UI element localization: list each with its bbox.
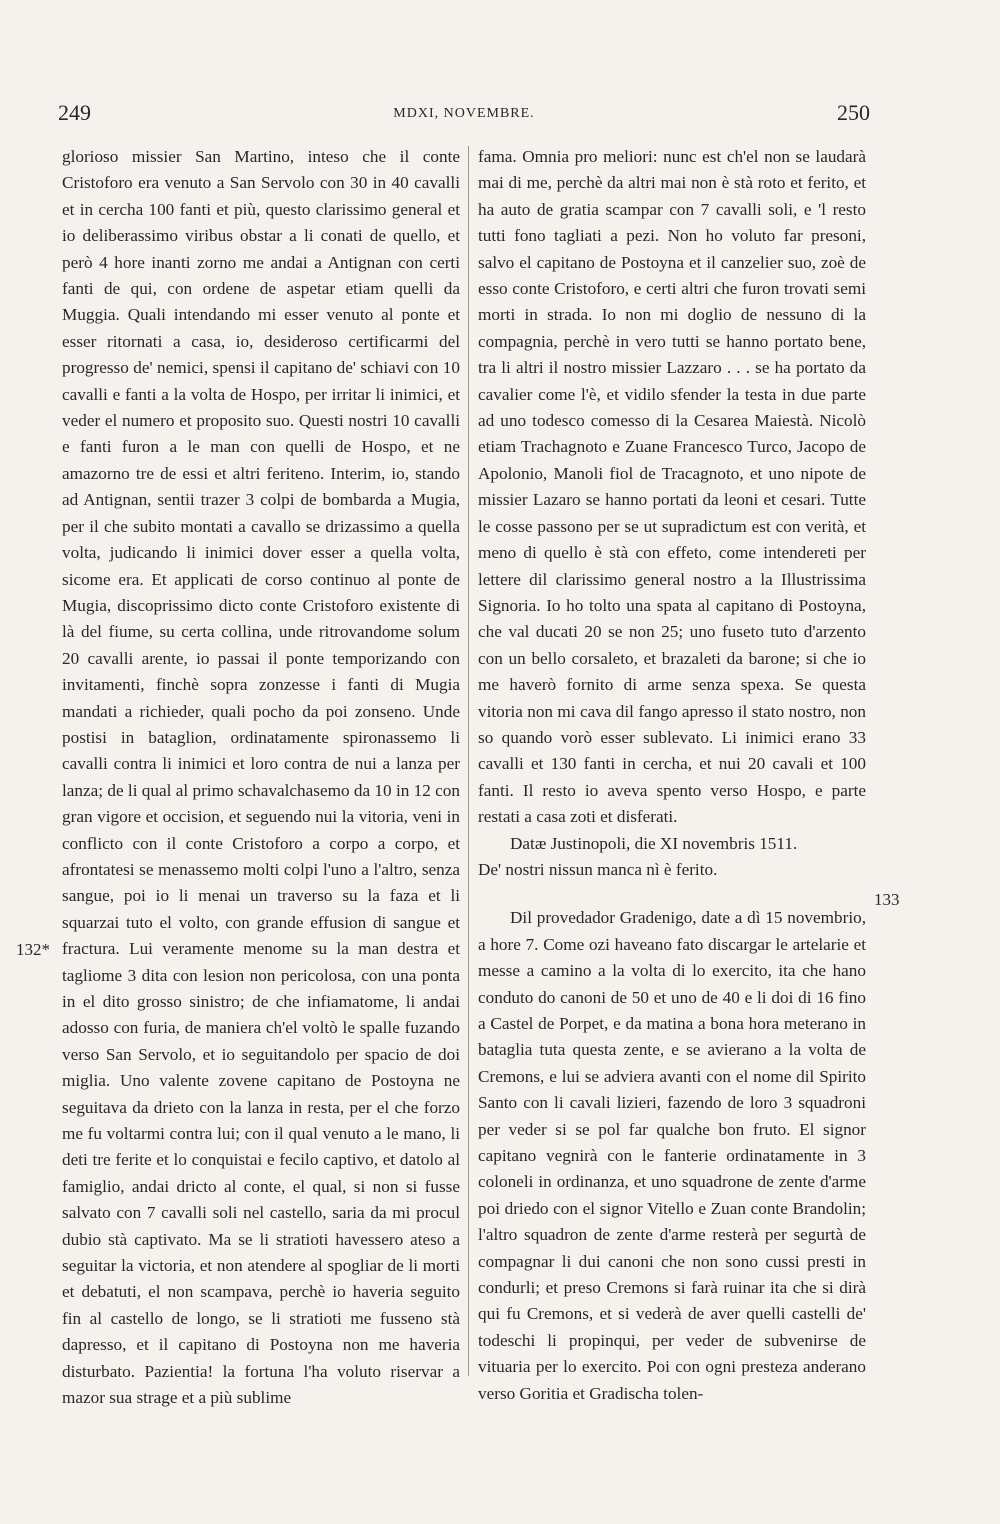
page-number-right: 250 [837, 100, 870, 125]
left-column-paragraph: glorioso missier San Martino, inteso che il conte Cristoforo era venuto a San Servolo con 30 in 40 cavalli et in cercha 100 fanti et più, questo clarissimo general et io deliberassimo viribus obstar a li conati de quello, et però 4 hore inanti zorno me andai a Antignan con certi fanti de qui, con ordene de aspetar etiam quelli da Muggia. Quali intendando mi esser venuto al ponte et esser ritornati a casa, io, desideroso certificarmi del progresso de' nemici, spensi il capitano de' schiavi con 10 cavalli e fanti a la volta de Hospo, per irritar li inimici, et veder el numero et proposito suo. Questi nostri 10 cavalli e fanti furon a le man con quelli de Hospo, et ne amazorno tre de essi et altri feriteno. Interim, io, stando ad Antignan, sentii trazer 3 colpi de bombarda a Mugia, per il che subito montati a cavallo se drizassimo a quella volta, judicando li inimici dover esser a quella volta, sicome era. Et applicati de corso continuo al ponte de Mugia, discoprissimo dicto conte Cristoforo existente di là del fiume, su certa collina, unde ritrovandome solum 20 cavalli arente, io passai il ponte temporizando con invitamenti, finchè sopra zonzesse i fanti di Mugia mandati a richieder, quali pocho da poi zonseno. Unde postisi in bataglion, ordinatamente spironassemo li cavalli contra li inimici et loro contra de nui a lanza per lanza; de li qual al primo schavalchasemo da 10 in 12 con gran vigore et occision, et seguendo nui la vitoria, veni in conflicto con il conte Cristoforo a corpo a corpo, et afrontatesi se menassemo molti colpi l'uno a l'altro, senza sangue, poi io li menai un traverso su la faza et li squarzai tuto el volto, con grande effusion di sangue et fractura. Lui veramente menome su la man destra et tagliome 3 dita con lesion non pericolosa, con una ponta in el dito grosso sinistro; de che infiamatome, li andai adosso con furia, de maniera ch'el voltò le spalle fuzando verso San Servolo, et io seguitandolo per spacio de doi miglia. Uno valente zovene capitano de Postoyna ne seguitava da drieto con la lanza in resta, per el che forzo me fu voltarmi contra lui; con il qual venuto a le mano, li deti tre ferite et lo conquistai e fecilo captivo, et datolo al famiglio, andai dricto al conte, el qual, si non si fusse salvato con 7 cavalli soli nel castello, saria da mi procul dubio stà captivato. Ma se li stratioti havessero ateso a seguitar la victoria, et non atendere al spogliar de li morti et debatuti, el non scampava, perchè io haveria seguito fin al castello de longo, se li stratioti me fusseno stà dapresso, et il capitano di Postoyna non me haveria disturbato. Pazientia! la fortuna l'ha voluto riservar a mazor sua strage et a più sublime [62, 147, 460, 1408]
column-divider [468, 146, 469, 1376]
page-number-left: 249 [58, 100, 91, 125]
right-column-paragraph-2: Dil provedador Gradenigo, date a dì 15 novembrio, a hore 7. Come ozi haveano fato discargar le artelarie et messe a camino a la volta di lo exercito, ita che hano conduto do canoni de 50 et uno de 40 e li doi di 16 fino a Castel de Porpet, e da matina a bona hora meterano in bataglia tuta questa zente, e se avierano a la volta de Cremons, e lui se adviera avanti con el nome dil Spirito Santo con li cavali lizieri, fazendo de loro 3 squadroni per veder si se pol far qualche bon fruto. El signor capitano vegnirà con le fanterie ordinatamente in 3 coloneli in ordinanza, et uno squadrone de zente d'arme poi driedo con el signor Vitello e Zuan conte Brandolin; l'altro squadron de zente d'arme resterà per segurtà de compagnar li dui canoni che non sono cussi presti in condurli; et preso Cremons si farà ruinar ita che si dirà qui fu Cremons, et si vederà de aver quelli castelli de' todeschi li propinqui, per veder de subvenirse de vituaria per lo exercito. Poi con ogni presteza anderano verso Goritia et Gradischa tolen- [478, 908, 866, 1403]
margin-number-right: 133 [874, 890, 900, 909]
left-column [62, 144, 460, 1412]
running-header [58, 100, 870, 132]
dating-line: Datæ Justinopoli, die XI novembris 1511. [510, 833, 798, 853]
running-title: MDXI, NOVEMBRE. [393, 106, 535, 121]
note-line: De' nostri nissun manca nì è ferito. [478, 859, 718, 879]
right-column [478, 144, 866, 1407]
right-column-paragraph-1: fama. Omnia pro meliori: nunc est ch'el non se laudarà mai di me, perchè da altri mai non è stà roto et ferito, et ha auto de gratia scampar con 7 cavalli soli, e 'l resto tutti fono tagliati a pezi. Non ho voluto far presoni, salvo el capitano de Postoyna et il canzelier suo, zoè de esso conte Cristoforo, e certi altri che furon trovati semi morti in strada. Io non mi doglio de nessuno di la compagnia, perchè in vero tutti se hanno portato bene, tra li altri il nostro missier Lazzaro . . . se ha portato da cavalier come l'è, et vidilo sfender la testa in due parte ad uno todesco comesso di la Cesarea Maiestà. Nicolò etiam Trachagnoto e Zuane Francesco Turco, Jacopo de Apolonio, Manoli fiol de Tracagnoto, et uno nipote de missier Lazaro se hanno portati da leoni et cesari. Tutte le cosse passono per se ut supradictum est con verità, et meno di quello è stà con effeto, come intendereti per lettere dil clarissimo general nostro a la Illustrissima Signoria. Io ho tolto una spata al capitano di Postoyna, che val ducati 20 se non 25; uno fuseto tuto d'arzento con un bello corsaleto, et brazaleti da barone; si che io me haverò fornito di arme senza spexa. Se questa vitoria non mi cava dil fango apresso il stato nostro, non so quando vorò esser sublevato. Li inimici erano 33 cavalli et 130 fanti in cercha, et nui 20 cavali et 100 fanti. Il resto io aveva spento verso Hospo, e parte restati a casa zoti et disferati. [478, 147, 866, 827]
margin-number-left: 132* [16, 940, 50, 959]
